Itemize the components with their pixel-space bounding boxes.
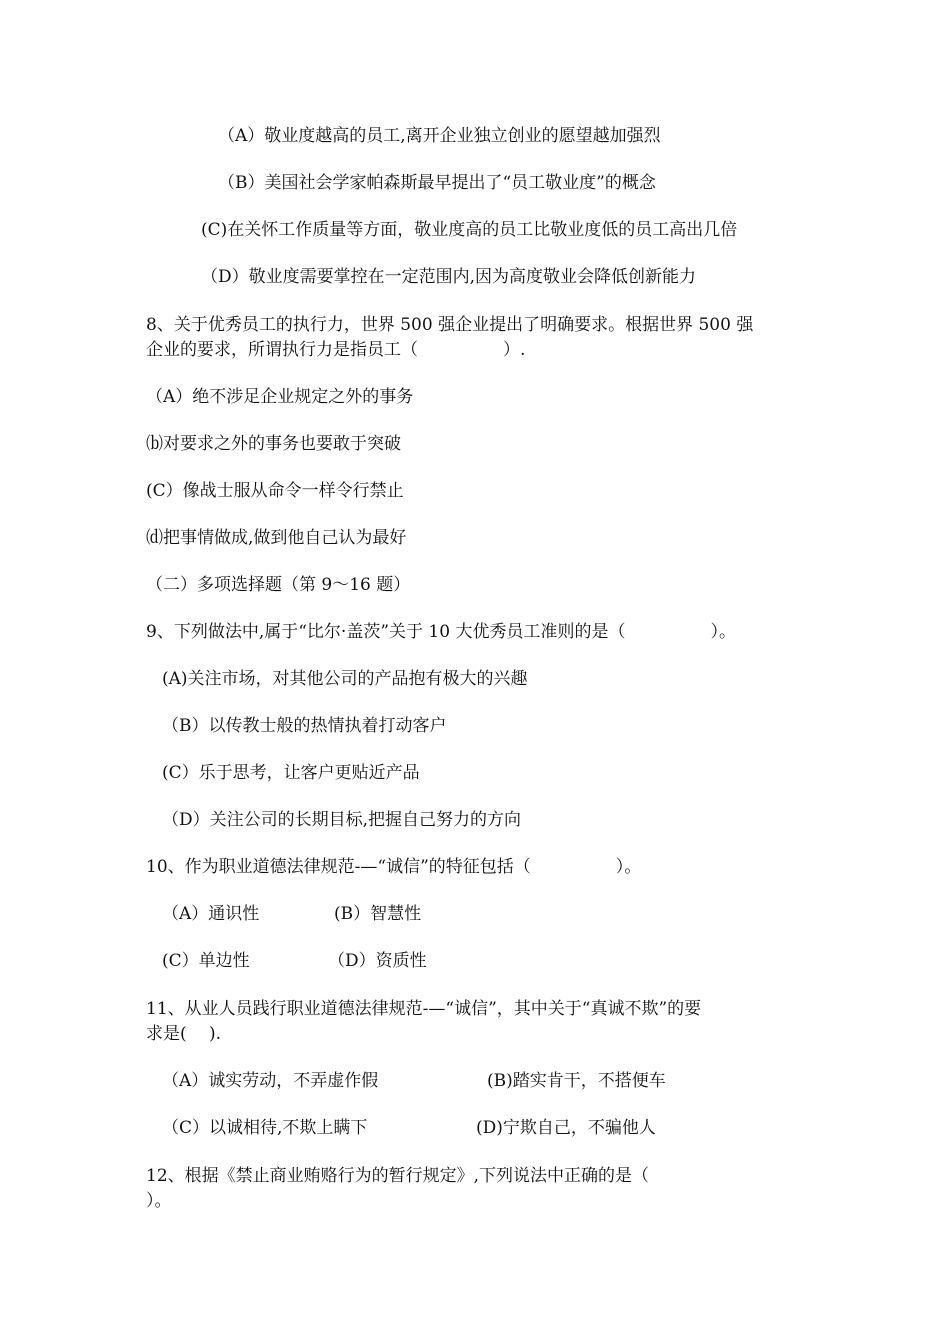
- q8-stem-line1: 8、关于优秀员工的执行力，世界 500 强企业提出了明确要求。根据世界 500 强: [146, 315, 754, 335]
- q11-option-d-cell: [476, 1116, 656, 1140]
- q9-option-a: (A)关注市场，对其他公司的产品抱有极大的兴趣: [162, 669, 528, 689]
- q9-stem: 9、下列做法中,属于“比尔·盖茨”关于 10 大优秀员工准则的是（ ）。: [146, 622, 736, 642]
- q9-option-c: (C）乐于思考，让客户更贴近产品: [162, 763, 420, 783]
- q12-stem-line2: ）。: [146, 1191, 172, 1211]
- q11-options-row2: [162, 1116, 367, 1140]
- q10-option-d: （D）资质性: [328, 951, 427, 971]
- q7-option-b: （B）美国社会学家帕森斯最早提出了“员工敬业度”的概念: [218, 173, 656, 193]
- q8-option-a: （A）绝不涉足企业规定之外的事务: [146, 387, 414, 407]
- q11-stem-line2: 求是( ).: [146, 1024, 222, 1044]
- q9-option-b: （B）以传教士般的热情执着打动客户: [162, 716, 447, 736]
- q10-options-row1: [162, 902, 259, 926]
- q7-option-c: (C)在关怀工作质量等方面，敬业度高的员工比敬业度低的员工高出几倍: [201, 220, 738, 240]
- q11-option-b-cell: [487, 1069, 666, 1093]
- q7-option-d: （D）敬业度需要掌控在一定范围内,因为高度敬业会降低创新能力: [201, 267, 697, 287]
- q10-option-b-cell: [334, 902, 421, 926]
- q10-option-a: （A）通识性: [162, 904, 260, 924]
- q10-option-c: (C）单边性: [162, 951, 250, 971]
- section-heading: （二）多项选择题（第 9～16 题）: [146, 575, 411, 595]
- q8-option-d: ⒟把事情做成,做到他自己认为最好: [146, 528, 407, 548]
- q10-option-d-cell: [328, 949, 427, 973]
- q8-option-c: (C）像战士服从命令一样令行禁止: [146, 481, 404, 501]
- q11-options-row1: [162, 1069, 378, 1093]
- q11-option-a: （A）诚实劳动，不弄虚作假: [162, 1071, 379, 1091]
- q11-option-c: （C）以诚相待,不欺上瞒下: [162, 1118, 368, 1138]
- q11-option-b: (B)踏实肯干，不搭便车: [487, 1071, 666, 1091]
- q10-options-row2: [162, 949, 250, 973]
- q8-option-b: ⒝对要求之外的事务也要敢于突破: [146, 434, 401, 454]
- q10-stem: 10、作为职业道德法律规范-—“诚信”的特征包括（ ）。: [146, 857, 642, 877]
- q11-option-d: (D)宁欺自己，不骗他人: [476, 1118, 656, 1138]
- q9-option-d: （D）关注公司的长期目标,把握自己努力的方向: [162, 810, 522, 830]
- q10-option-b: (B）智慧性: [334, 904, 422, 924]
- q8-stem-line2: 企业的要求，所谓执行力是指员工（ ）.: [146, 340, 526, 360]
- q12-stem-line1: 12、根据《禁止商业贿赂行为的暂行规定》,下列说法中正确的是（: [146, 1166, 650, 1186]
- q11-stem-line1: 11、从业人员践行职业道德法律规范-—“诚信”，其中关于“真诚不欺”的要: [146, 999, 702, 1019]
- q7-option-a: （A）敬业度越高的员工,离开企业独立创业的愿望越加强烈: [218, 126, 661, 146]
